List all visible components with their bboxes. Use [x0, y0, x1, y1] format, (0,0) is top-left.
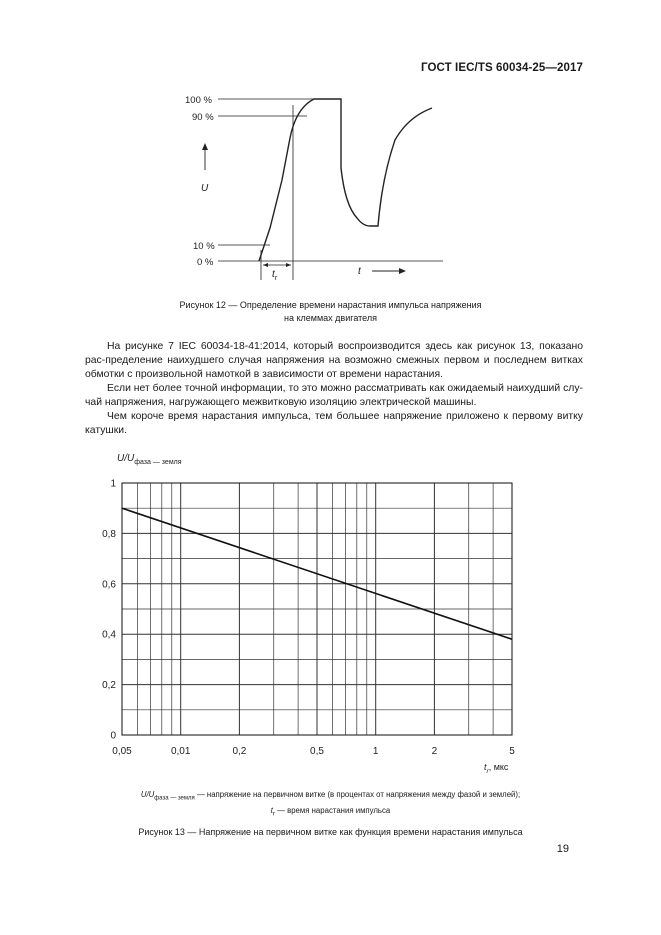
chart-x-axis-label: $t_r$, мкс [484, 762, 509, 775]
chart-tick-labels [102, 479, 515, 758]
y-tick-label: 1 [110, 478, 116, 490]
chart-grid [122, 483, 512, 735]
y-tick-label: 0,2 [102, 680, 116, 692]
figure-12-caption-line2: на клеммах двигателя [284, 313, 377, 323]
label-0-percent: 0 % [197, 257, 214, 268]
legend-line-2: $t_r$ — время нарастания импульса [270, 805, 391, 818]
document-header-code: ГОСТ IEC/TS 60034-25—2017 [421, 62, 583, 74]
paragraph-1: На рисунке 7 IEC 60034-18-41:2014, который воспроизводится здесь как рисунок 13, показано рас-пределение наихудшего случая напряжения на возможно смежных первом и последнем витках обмотки с произвольной намоткой в зависимости от времени нарастания. [85, 341, 583, 380]
paragraph-2: Если нет более точной информации, то это можно рассматривать как ожидаемый наихудший слу-чай напряжения, нагружающего межвитковую изоляцию электрической машины. [85, 383, 583, 408]
paragraph-3: Чем короче время нарастания импульса, тем большее напряжение приложено к первому витку катушки. [85, 411, 583, 436]
t-axis-label: t [358, 266, 361, 277]
label-100-percent: 100 % [185, 95, 212, 106]
y-tick-label: 0,4 [102, 629, 116, 641]
u-axis-label: U [201, 183, 209, 194]
y-tick-label: 0 [110, 730, 116, 742]
figure-13-caption: Рисунок 13 — Напряжение на первичном витке как функция времени нарастания импульса [138, 827, 523, 837]
x-tick-label: 1 [372, 746, 379, 757]
figure-12-caption-line1: Рисунок 12 — Определение времени нарастания импульса напряжения [179, 300, 482, 310]
y-tick-label: 0,6 [102, 579, 116, 591]
label-90-percent: 90 % [192, 112, 214, 123]
legend-line-1: $U/U_{фаза — земля}$ — напряжение на первичном витке (в процентах от напряжения между фазой и землей); [140, 790, 521, 802]
x-tick-label: 0,2 [232, 746, 247, 757]
x-tick-label: 0,01 [170, 746, 191, 757]
page-number: 19 [556, 843, 569, 855]
tr-label: $t_r$ [272, 269, 278, 282]
chart-y-axis-label: $U/U_{фаза — земля}$ [117, 453, 182, 466]
x-tick-label: 0,5 [310, 746, 324, 757]
x-tick-label: 5 [509, 746, 515, 757]
label-10-percent: 10 % [193, 241, 215, 252]
y-tick-label: 0,8 [102, 528, 116, 540]
x-tick-label: 0,05 [112, 746, 132, 757]
x-tick-label: 2 [431, 746, 438, 757]
figure-13-legend [0, 789, 661, 820]
